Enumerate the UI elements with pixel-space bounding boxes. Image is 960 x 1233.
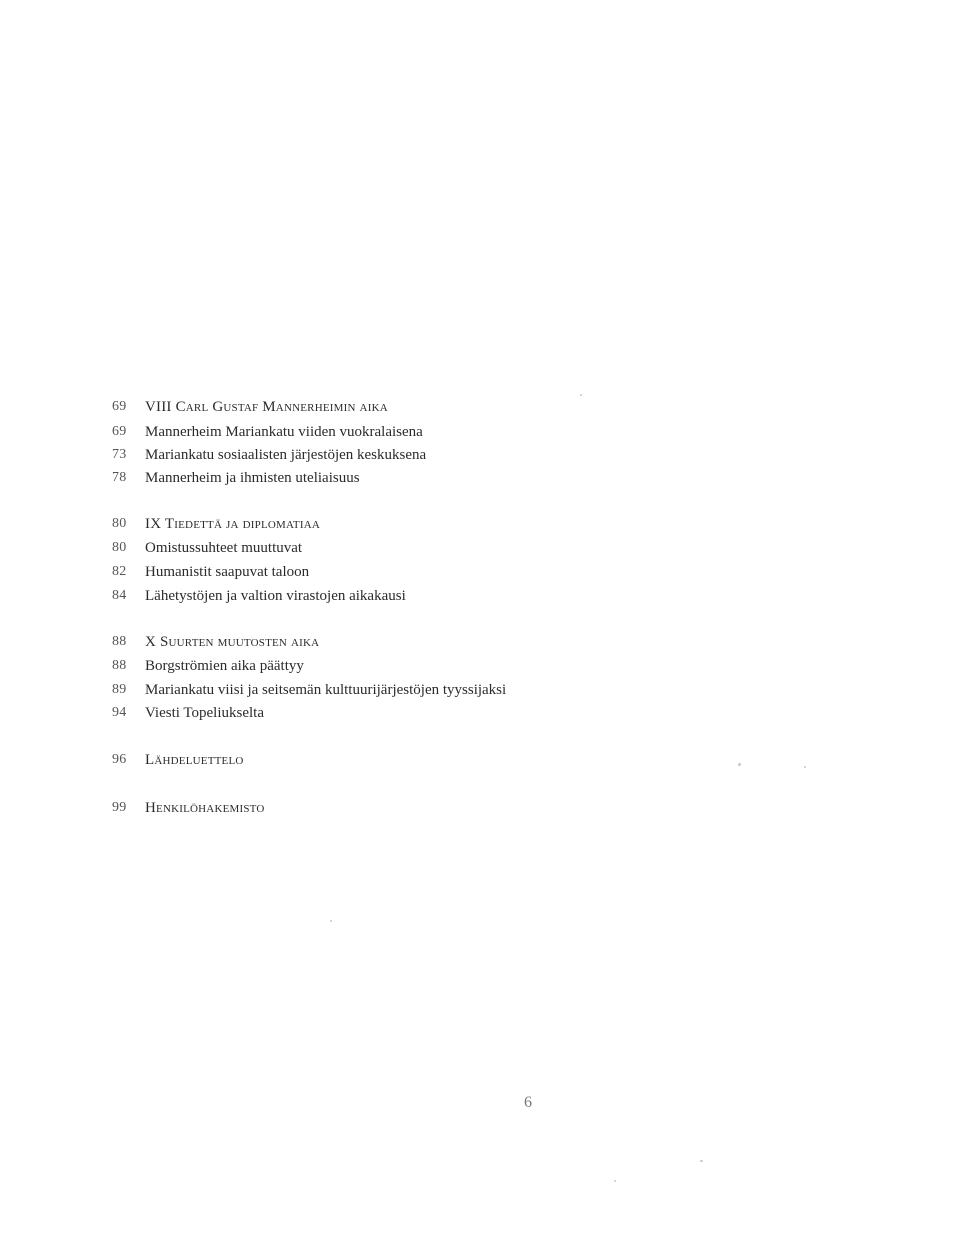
toc-chapter-heading: VIII Carl Gustaf Mannerheimin aika bbox=[145, 399, 388, 415]
scan-speck bbox=[700, 1160, 703, 1162]
toc-page-number: 88 bbox=[112, 658, 127, 673]
toc-chapter-heading: X Suurten muutosten aika bbox=[145, 634, 320, 650]
toc-page-number: 94 bbox=[112, 705, 127, 720]
toc-entry-title: Omistussuhteet muuttuvat bbox=[145, 540, 303, 556]
toc-page-number: 73 bbox=[112, 447, 127, 462]
toc-entry-title: Lähetystöjen ja valtion virastojen aikakausi bbox=[145, 588, 406, 604]
toc-entry-title: Mariankatu viisi ja seitsemän kulttuurijärjestöjen tyyssijaksi bbox=[145, 682, 507, 698]
toc-page-number: 80 bbox=[112, 516, 127, 531]
toc-entry-title: Mannerheim ja ihmisten uteliaisuus bbox=[145, 470, 360, 486]
toc-entry-title: Humanistit saapuvat taloon bbox=[145, 564, 310, 580]
toc-page-number: 89 bbox=[112, 682, 127, 697]
toc-page-number: 84 bbox=[112, 588, 127, 603]
toc-entry-title: Mannerheim Mariankatu viiden vuokralaisena bbox=[145, 424, 423, 440]
toc-page-number: 88 bbox=[112, 634, 127, 649]
toc-chapter-heading: Lähdeluettelo bbox=[145, 752, 244, 768]
toc-entry-title: Borgströmien aika päättyy bbox=[145, 658, 304, 674]
scan-speck bbox=[738, 763, 741, 766]
toc-page-number: 69 bbox=[112, 424, 127, 439]
scan-speck bbox=[614, 1180, 616, 1182]
toc-page-number: 69 bbox=[112, 399, 127, 414]
toc-page-number: 80 bbox=[112, 540, 127, 555]
scan-speck bbox=[804, 766, 806, 768]
toc-page-number: 96 bbox=[112, 752, 127, 767]
toc-page-number: 78 bbox=[112, 470, 127, 485]
toc-chapter-heading: IX Tiedettä ja diplomatiaa bbox=[145, 516, 320, 532]
page-number: 6 bbox=[524, 1094, 532, 1111]
toc-page-number: 99 bbox=[112, 800, 127, 815]
scan-speck bbox=[580, 394, 582, 396]
toc-entry-title: Viesti Topeliukselta bbox=[145, 705, 265, 721]
toc-page-number: 82 bbox=[112, 564, 127, 579]
toc-chapter-heading: Henkilöhakemisto bbox=[145, 800, 265, 816]
toc-entry-title: Mariankatu sosiaalisten järjestöjen keskuksena bbox=[145, 447, 427, 463]
scan-speck bbox=[330, 920, 332, 922]
